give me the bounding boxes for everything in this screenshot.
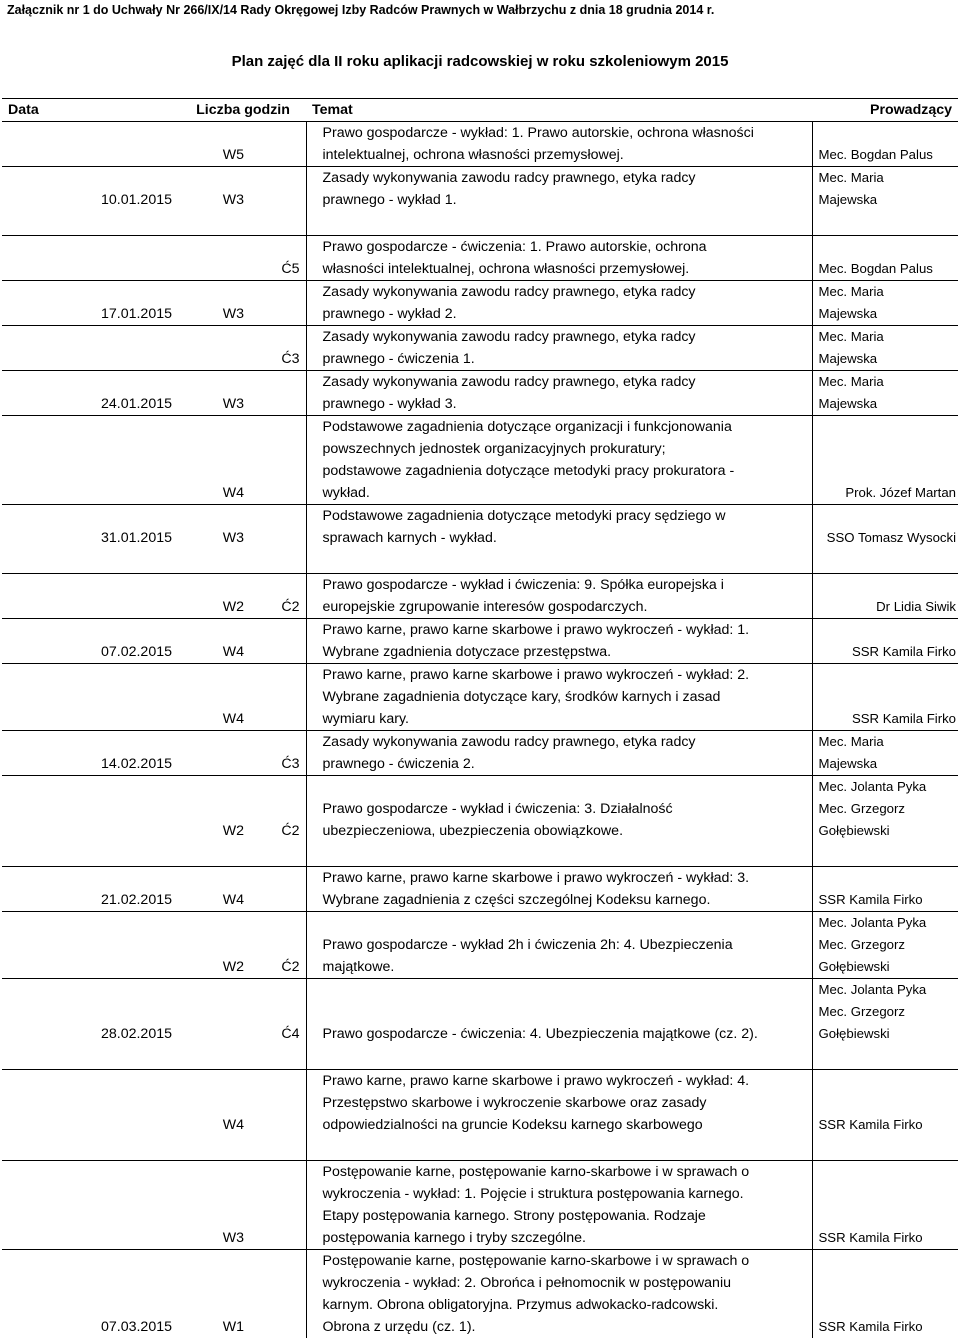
row-lecturer: Mec. Bogdan Palus	[818, 261, 933, 276]
column-header-lecturer: Prowadzący	[812, 99, 958, 122]
row-topic: Zasady wykonywania zawodu radcy prawnego, etyka radcy prawnego - ćwiczenia 2.	[306, 731, 812, 776]
row-date: 21.02.2015	[100, 892, 172, 908]
row-lecturer: Mec. Maria Majewska	[818, 734, 884, 771]
row-lecture-hours	[180, 236, 246, 281]
row-exercise-hours	[246, 619, 306, 664]
table-row	[2, 1161, 958, 1250]
row-exercise-hours: Ć3	[281, 351, 300, 367]
row-topic: Prawo karne, prawo karne skarbowe i prawo wykroczeń - wykład: 3. Wybrane zagadnienia z części szczególnej Kodeksu karnego.	[306, 867, 812, 912]
row-topic: Prawo karne, prawo karne skarbowe i prawo wykroczeń - wykład: 4. Przestępstwo skarbowe i wykroczenie skarbowe oraz zasady odpowiedzialności na gruncie Kodeksu karnego skarbowego	[306, 1070, 812, 1137]
row-exercise-hours	[246, 664, 306, 731]
row-topic: Prawo gospodarcze - wykład i ćwiczenia: 9. Spółka europejska i europejskie zgrupowanie interesów gospodarczych.	[306, 574, 812, 619]
row-lecturer: SSR Kamila Firko	[818, 1230, 923, 1245]
table-row	[2, 776, 958, 843]
table-row	[2, 912, 958, 979]
table-row	[2, 664, 958, 731]
row-exercise-hours	[246, 371, 306, 416]
row-lecturer: Mec. Jolanta Pyka Mec. Grzegorz Gołębiewski	[818, 915, 927, 974]
row-date: 07.03.2015	[100, 1319, 172, 1335]
row-lecturer: Dr Lidia Siwik	[876, 599, 957, 614]
row-topic: Postępowanie karne, postępowanie karno-skarbowe i w sprawach o wykroczenia - wykład: 1. Pojęcie i struktura postępowania karnego. Etapy postępowania karnego. Strony postępowania. Rodzaje postępowania karnego i tryby szczególne.	[306, 1161, 812, 1250]
page-title: Plan zajęć dla II roku aplikacji radcowskiej w roku szkoleniowym 2015	[231, 53, 729, 70]
row-date: 17.01.2015	[100, 306, 172, 322]
row-exercise-hours: Ć2	[281, 959, 300, 975]
table-row	[2, 867, 958, 912]
row-exercise-hours	[246, 1161, 306, 1250]
row-date	[2, 1070, 180, 1137]
row-lecturer: SSR Kamila Firko	[851, 711, 957, 726]
row-date	[2, 236, 180, 281]
table-row	[2, 236, 958, 281]
row-topic: Zasady wykonywania zawodu radcy prawnego, etyka radcy prawnego - wykład 1.	[306, 167, 812, 212]
row-lecture-hours: W4	[222, 711, 244, 727]
row-lecturer: Mec. Bogdan Palus	[818, 147, 933, 162]
row-topic: Prawo gospodarcze - ćwiczenia: 1. Prawo autorskie, ochrona własności intelektualnej, ochrona własności przemysłowej.	[306, 236, 812, 281]
row-lecture-hours	[180, 731, 246, 776]
row-lecturer: Mec. Maria Majewska	[818, 329, 884, 366]
row-lecture-hours: W2	[222, 823, 244, 839]
row-lecture-hours: W1	[222, 1319, 244, 1335]
row-topic: Zasady wykonywania zawodu radcy prawnego, etyka radcy prawnego - wykład 3.	[306, 371, 812, 416]
row-lecture-hours: W3	[222, 1230, 244, 1246]
table-row	[2, 281, 958, 326]
row-exercise-hours: Ć3	[281, 756, 300, 772]
row-topic: Zasady wykonywania zawodu radcy prawnego, etyka radcy prawnego - wykład 2.	[306, 281, 812, 326]
row-date	[2, 664, 180, 731]
table-row	[2, 979, 958, 1046]
row-lecture-hours: W3	[222, 306, 244, 322]
spacer-row	[2, 842, 958, 867]
row-exercise-hours: Ć5	[281, 261, 300, 277]
row-lecture-hours: W3	[222, 530, 244, 546]
document-header: Załącznik nr 1 do Uchwały Nr 266/IX/14 Rady Okręgowej Izby Radców Prawnych w Wałbrzychu z dnia 18 grudnia 2014 r.	[7, 3, 715, 17]
row-lecture-hours: W3	[222, 192, 244, 208]
row-topic: Prawo karne, prawo karne skarbowe i prawo wykroczeń - wykład: 1. Wybrane zgadnienia dotyczace przestępstwa.	[306, 619, 812, 664]
row-exercise-hours	[246, 867, 306, 912]
row-topic: Prawo gospodarcze - wykład 2h i ćwiczenia 2h: 4. Ubezpieczenia majątkowe.	[306, 912, 812, 979]
table-row	[2, 167, 958, 212]
row-lecture-hours: W2	[222, 959, 244, 975]
row-lecturer: SSR Kamila Firko	[818, 1319, 923, 1334]
row-topic: Podstawowe zagadnienia dotyczące organizacji i funkcjonowania powszechnych jednostek organizacyjnych prokuratury; podstawowe zagadnienia dotyczące metodyki pracy prokuratora - wykład.	[306, 416, 812, 505]
row-lecturer: SSO Tomasz Wysocki	[826, 530, 957, 545]
row-lecturer: Prok. Józef Martan	[845, 485, 957, 500]
column-header-topic: Temat	[306, 99, 812, 122]
row-lecturer: Mec. Maria Majewska	[818, 374, 884, 411]
row-topic: Podstawowe zagadnienia dotyczące metodyki pracy sędziego w sprawach karnych - wykład.	[306, 505, 812, 550]
column-header-hours: Liczba godzin	[180, 99, 306, 122]
table-header-row	[2, 99, 958, 122]
table-row	[2, 1250, 958, 1339]
schedule-table	[2, 98, 958, 1338]
row-date	[2, 912, 180, 979]
row-exercise-hours	[246, 122, 306, 167]
row-exercise-hours	[246, 416, 306, 505]
row-date	[2, 326, 180, 371]
row-lecture-hours: W4	[222, 485, 244, 501]
row-topic: Prawo gospodarcze - wykład i ćwiczenia: 3. Działalność ubezpieczeniowa, ubezpieczenia obowiązkowe.	[306, 776, 812, 843]
row-topic: Zasady wykonywania zawodu radcy prawnego, etyka radcy prawnego - ćwiczenia 1.	[306, 326, 812, 371]
row-lecture-hours: W4	[222, 644, 244, 660]
row-date: 14.02.2015	[100, 756, 172, 772]
row-lecture-hours: W5	[222, 147, 244, 163]
row-lecture-hours	[180, 326, 246, 371]
table-row	[2, 416, 958, 505]
row-date: 07.02.2015	[100, 644, 172, 660]
row-lecturer: Mec. Jolanta Pyka Mec. Grzegorz Gołębiewski	[818, 779, 927, 838]
row-exercise-hours: Ć2	[281, 599, 300, 615]
table-row	[2, 731, 958, 776]
table-row	[2, 326, 958, 371]
row-date: 10.01.2015	[100, 192, 172, 208]
table-row	[2, 574, 958, 619]
row-date	[2, 122, 180, 167]
row-lecture-hours: W3	[222, 396, 244, 412]
row-lecturer: SSR Kamila Firko	[818, 892, 923, 907]
row-lecturer: Mec. Maria Majewska	[818, 284, 884, 321]
row-lecturer: SSR Kamila Firko	[851, 644, 957, 659]
table-row	[2, 371, 958, 416]
row-lecturer: Mec. Maria Majewska	[818, 170, 884, 207]
column-header-date: Data	[2, 99, 180, 122]
row-date	[2, 1161, 180, 1250]
row-lecture-hours: W4	[222, 1117, 244, 1133]
row-exercise-hours	[246, 505, 306, 550]
row-lecturer: SSR Kamila Firko	[818, 1117, 923, 1132]
row-topic: Postępowanie karne, postępowanie karno-skarbowe i w sprawach o wykroczenia - wykład: 2. Obrońca i pełnomocnik w postępowaniu karnym. Obrona obligatoryjna. Przymus adwokacko-radcowski. Obrona z urzędu (cz. 1).	[306, 1250, 812, 1339]
row-exercise-hours	[246, 167, 306, 212]
table-row	[2, 619, 958, 664]
row-lecture-hours: W4	[222, 892, 244, 908]
row-lecture-hours	[180, 979, 246, 1046]
row-date: 28.02.2015	[100, 1026, 172, 1042]
spacer-row	[2, 549, 958, 574]
row-exercise-hours: Ć4	[281, 1026, 300, 1042]
spacer-row	[2, 1045, 958, 1070]
spacer-row	[2, 1136, 958, 1161]
row-exercise-hours	[246, 1070, 306, 1137]
row-topic: Prawo gospodarcze - ćwiczenia: 4. Ubezpieczenia majątkowe (cz. 2).	[306, 979, 812, 1046]
row-exercise-hours: Ć2	[281, 823, 300, 839]
row-topic: Prawo karne, prawo karne skarbowe i prawo wykroczeń - wykład: 2. Wybrane zagadnienia dotyczące kary, środków karnych i zasad wymiaru kary.	[306, 664, 812, 731]
row-date	[2, 574, 180, 619]
table-row	[2, 505, 958, 550]
row-date	[2, 416, 180, 505]
spacer-row	[2, 211, 958, 236]
row-topic: Prawo gospodarcze - wykład: 1. Prawo autorskie, ochrona własności intelektualnej, ochrona własności przemysłowej.	[306, 122, 812, 167]
row-date: 24.01.2015	[100, 396, 172, 412]
row-date	[2, 776, 180, 843]
row-exercise-hours	[246, 281, 306, 326]
table-row	[2, 122, 958, 167]
row-lecture-hours: W2	[222, 599, 244, 615]
table-row	[2, 1070, 958, 1137]
row-exercise-hours	[246, 1250, 306, 1339]
row-date: 31.01.2015	[100, 530, 172, 546]
row-lecturer: Mec. Jolanta Pyka Mec. Grzegorz Gołębiewski	[818, 982, 927, 1041]
